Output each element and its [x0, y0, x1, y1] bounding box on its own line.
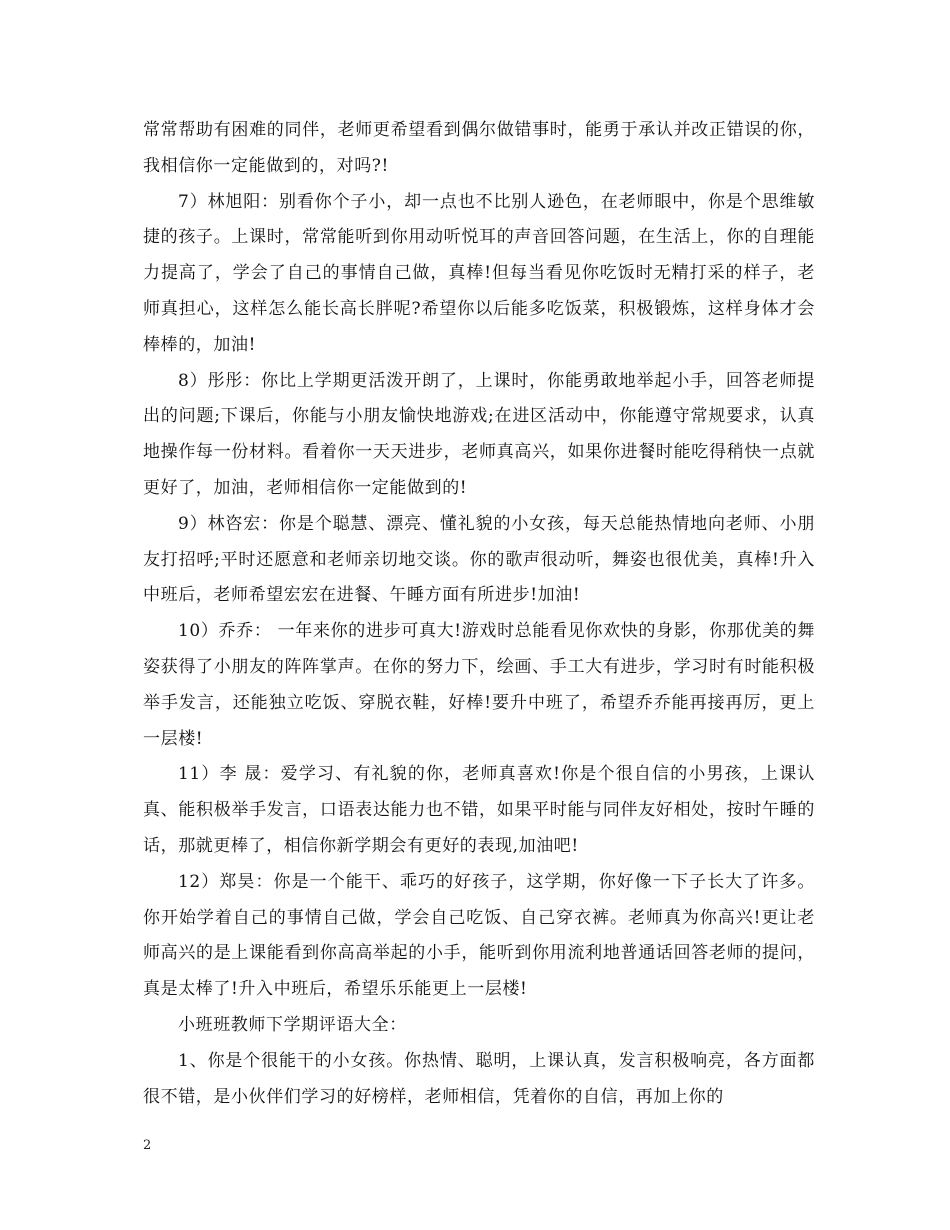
paragraph: 12）郑昊：你是一个能干、乖巧的好孩子，这学期，你好像一下子长大了许多。你开始学着自己的事情自己做，学会自己吃饭、自己穿衣裤。老师真为你高兴!更让老师高兴的是上课能看到你高高举起的小手，能听到你用流利地普通话回答老师的提问，真是太棒了!升入中班后，希望乐乐能更上一层楼! [143, 871, 815, 1000]
document-body [143, 113, 815, 1115]
paragraph: 常常帮助有困难的同伴，老师更希望看到偶尔做错事时，能勇于承认并改正错误的你，我相信你一定能做到的，对吗?! [143, 120, 815, 176]
page-number: 2 [143, 1138, 152, 1153]
paragraph: 9）林咨宏：你是个聪慧、漂亮、懂礼貌的小女孩，每天总能热情地向老师、小朋友打招呼;平时还愿意和老师亲切地交谈。你的歌声很动听，舞姿也很优美，真棒!升入中班后，老师希望宏宏在进餐、午睡方面有所进步!加油! [143, 513, 815, 606]
paragraph: 7）林旭阳：别看你个子小，却一点也不比别人逊色，在老师眼中，你是个思维敏捷的孩子。上课时，常常能听到你用动听悦耳的声音回答问题，在生活上，你的自理能力提高了，学会了自己的事情自己做，真棒!但每当看见你吃饭时无精打采的样子，老师真担心，这样怎么能长高长胖呢?希望你以后能多吃饭菜，积极锻炼，这样身体才会棒棒的，加油! [143, 191, 815, 355]
paragraph: 11）李 晟：爱学习、有礼貌的你，老师真喜欢!你是个很自信的小男孩，上课认真、能积极举手发言，口语表达能力也不错，如果平时能与同伴友好相处，按时午睡的话，那就更棒了，相信你新学期会有更好的表现,加油吧! [143, 764, 815, 856]
section-heading: 小班班教师下学期评语大全： [178, 1014, 407, 1035]
paragraph: 8）彤彤：你比上学期更活泼开朗了，上课时，你能勇敢地举起小手，回答老师提出的问题;下课后，你能与小朋友愉快地游戏;在进区活动中，你能遵守常规要求，认真地操作每一份材料。看着你一天天进步，老师真高兴，如果你进餐时能吃得稍快一点就更好了，加油，老师相信你一定能做到的! [143, 370, 815, 498]
paragraph: 1、你是个很能干的小女孩。你热情、聪明，上课认真，发言积极响亮，各方面都很不错，是小伙伴们学习的好榜样，老师相信，凭着你的自信，再加上你的 [143, 1050, 815, 1107]
paragraph: 10）乔乔： 一年来你的进步可真大!游戏时总能看见你欢快的身影，你那优美的舞姿获得了小朋友的阵阵掌声。在你的努力下，绘画、手工大有进步，学习时有时能积极举手发言，还能独立吃饭、穿脱衣鞋，好棒!要升中班了，希望乔乔能再接再厉，更上一层楼! [143, 621, 815, 749]
